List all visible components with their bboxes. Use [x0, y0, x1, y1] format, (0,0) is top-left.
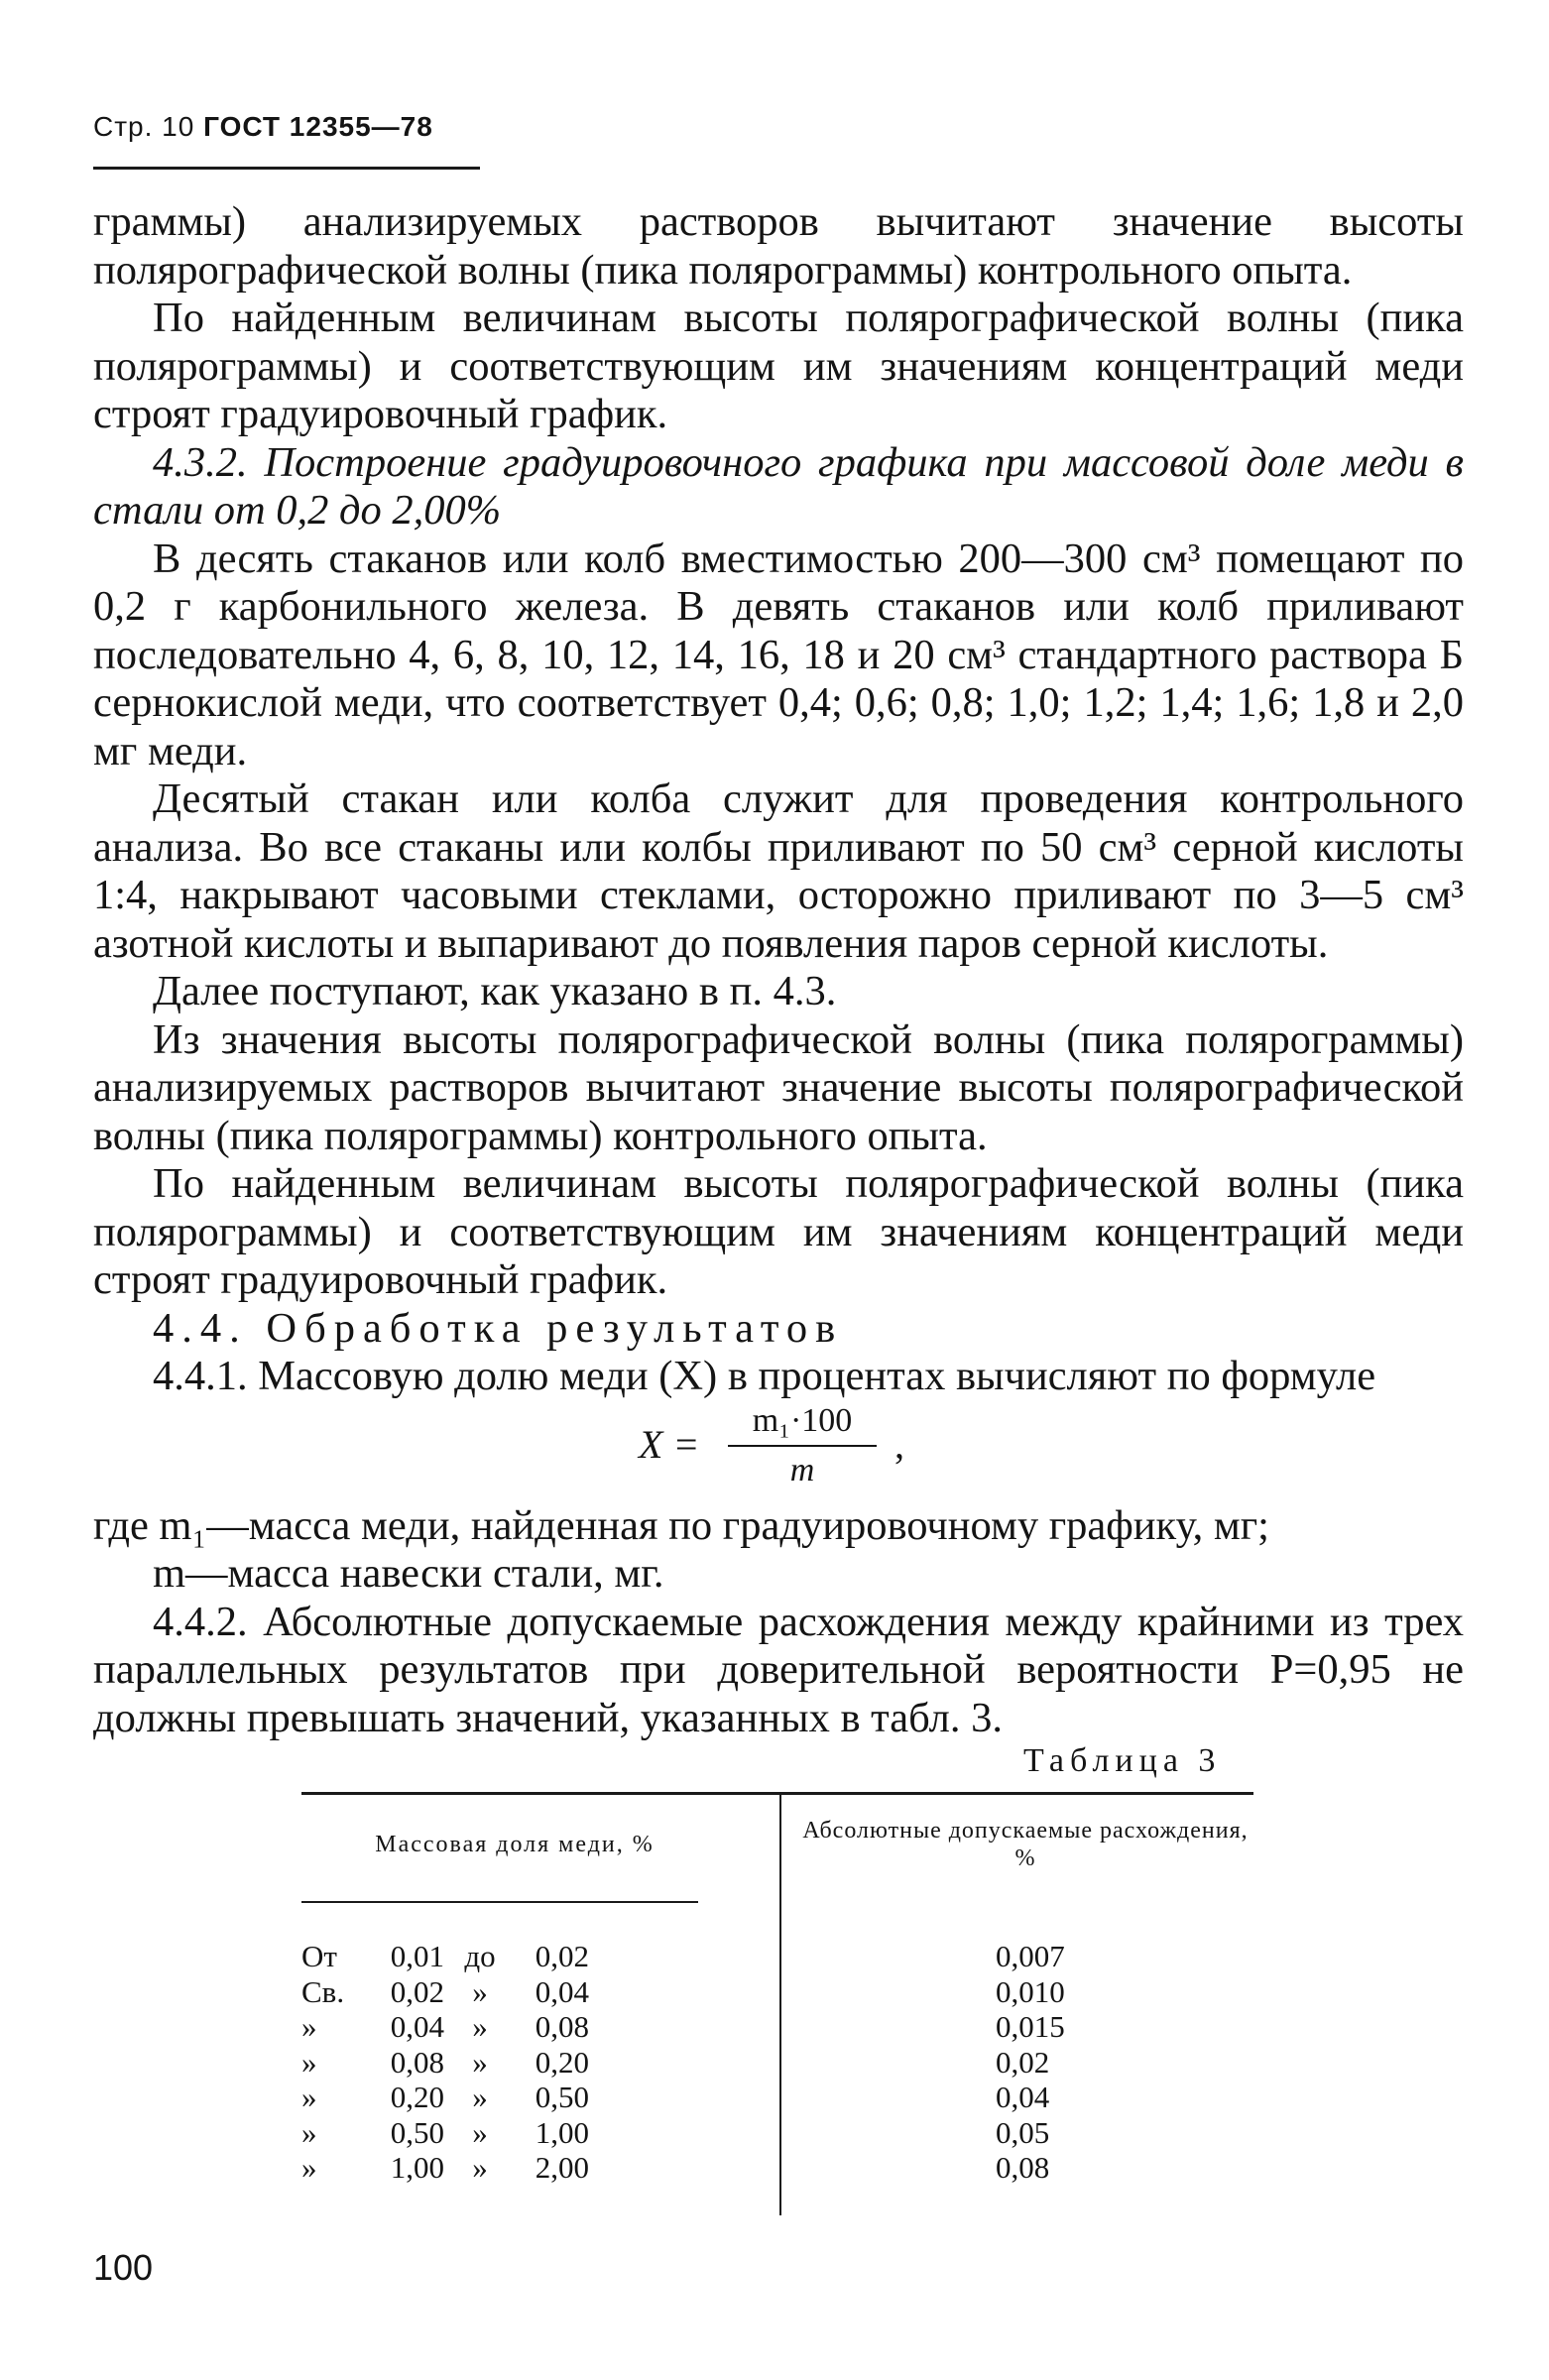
- row-from: 0,01: [390, 1939, 444, 1973]
- table-row: [301, 1974, 1253, 2010]
- row-sep: »: [472, 2080, 488, 2114]
- formula-lhs: X =: [639, 1421, 700, 1467]
- row-to: 0,04: [535, 1973, 589, 2009]
- row-value: 0,04: [996, 2080, 1050, 2114]
- table-row: [301, 2045, 1253, 2081]
- row-from: 0,50: [390, 2114, 444, 2150]
- row-to: 0,20: [535, 2044, 589, 2080]
- paragraph-6: Далее поступают, как указано в п. 4.3.: [153, 968, 837, 1014]
- row-value: 0,02: [996, 2044, 1050, 2080]
- row-from: 0,20: [390, 2080, 444, 2114]
- row-prefix: »: [301, 2080, 317, 2114]
- table-header-tolerance: Абсолютные допускаемые расхождения, %: [802, 1818, 1249, 1871]
- row-from: 0,08: [390, 2044, 444, 2080]
- row-value: 0,007: [996, 1939, 1065, 1973]
- row-sep: »: [472, 2150, 488, 2185]
- table-header-rule: [301, 1901, 698, 1903]
- table-top-rule: [301, 1792, 1253, 1795]
- row-to: 1,00: [535, 2114, 589, 2150]
- row-sep: »: [472, 2044, 488, 2080]
- paragraph-5: Десятый стакан или колба служит для проведения контрольного анализа. Во все стаканы или колбы приливают по 50 см³ серной кислоты 1:4, накрывают часовыми стеклами, осторожно приливают по 3—5 см³ азотной кислоты и выпаривают до появления паров серной кислоты.: [93, 775, 1464, 967]
- table-caption: Таблица 3: [1023, 1742, 1222, 1779]
- paragraph-2: По найденным величинам высоты полярографической волны (пика полярограммы) и соответствующим им значениям концентраций меди строят градуировочный график.: [93, 295, 1464, 437]
- formula: [93, 1401, 1464, 1502]
- row-value: 0,015: [996, 2009, 1065, 2044]
- row-to: 0,50: [535, 2080, 589, 2114]
- row-from: 0,02: [390, 1973, 444, 2009]
- page-label: Стр. 10: [93, 111, 195, 142]
- formula-fraction: [728, 1401, 877, 1490]
- row-sep: »: [472, 1973, 488, 2009]
- row-from: 1,00: [390, 2150, 444, 2185]
- definition-m: m—масса навески стали, мг.: [153, 1550, 664, 1597]
- row-sep: »: [472, 2114, 488, 2150]
- table-3: [301, 1792, 1253, 2215]
- paragraph-10: 4.4.1. Массовую долю меди (X) в процентах вычисляют по формуле: [153, 1353, 1376, 1399]
- header-rule: [93, 167, 480, 170]
- fraction-bar: [728, 1445, 877, 1447]
- table-row: [301, 2150, 1253, 2186]
- body-text: [93, 198, 1464, 1742]
- row-prefix: »: [301, 2044, 317, 2080]
- row-prefix: »: [301, 2150, 317, 2185]
- row-to: 0,08: [535, 2009, 589, 2044]
- row-value: 0,05: [996, 2114, 1050, 2150]
- table-header-mass-fraction: Массовая доля меди, %: [375, 1832, 655, 1857]
- formula-numerator: m₁·100: [752, 1401, 853, 1439]
- row-value: 0,010: [996, 1973, 1065, 2009]
- table-row: [301, 2115, 1253, 2151]
- subsection-heading-4-3-2: 4.3.2. Построение градуировочного графика при массовой доле меди в стали от 0,2 до 2,00%: [93, 438, 1464, 534]
- row-prefix: От: [301, 1939, 337, 1973]
- row-to: 2,00: [535, 2150, 589, 2185]
- section-heading-4-4: 4.4. Обработка результатов: [153, 1304, 844, 1352]
- paragraph-4: В десять стаканов или колб вместимостью 200—300 см³ помещают по 0,2 г карбонильного железа. В девять стаканов или колб приливают последовательно 4, 6, 8, 10, 12, 14, 16, 18 и 20 см³ стандартного раствора Б сернокислой меди, что соответствует 0,4; 0,6; 0,8; 1,0; 1,2; 1,4; 1,6; 1,8 и 2,0 мг меди.: [93, 535, 1464, 774]
- row-sep: »: [472, 2009, 488, 2044]
- row-value: 0,08: [996, 2150, 1050, 2185]
- row-prefix: »: [301, 2009, 317, 2044]
- row-prefix: »: [301, 2114, 317, 2150]
- definition-m1: где m₁—масса меди, найденная по градуировочному графику, мг;: [93, 1501, 1269, 1549]
- table-rows: [301, 1939, 1253, 2186]
- page-number: 100: [93, 2247, 154, 2288]
- formula-denominator: m: [789, 1451, 815, 1488]
- page-header: [93, 111, 433, 143]
- table-row: [301, 2009, 1253, 2045]
- table-row: [301, 2080, 1253, 2115]
- row-sep: до: [464, 1939, 496, 1973]
- row-prefix: Св.: [301, 1973, 345, 2009]
- paragraph-1: граммы) анализируемых растворов вычитают значение высоты полярографической волны (пика полярограммы) контрольного опыта.: [93, 198, 1464, 294]
- standard-number: ГОСТ 12355—78: [203, 111, 433, 142]
- row-to: 0,02: [535, 1939, 589, 1973]
- paragraph-11: 4.4.2. Абсолютные допускаемые расхождения между крайними из трех параллельных результатов при доверительной вероятности P=0,95 не должны превышать значений, указанных в табл. 3.: [93, 1598, 1464, 1741]
- paragraph-8: По найденным величинам высоты полярографической волны (пика полярограммы) и соответствующим им значениям концентраций меди строят градуировочный график.: [93, 1160, 1464, 1303]
- row-from: 0,04: [390, 2009, 444, 2044]
- table-row: [301, 1939, 1253, 1974]
- paragraph-7: Из значения высоты полярографической волны (пика полярограммы) анализируемых растворов вычитают значение высоты полярографической волны (пика полярограммы) контрольного опыта.: [93, 1015, 1464, 1159]
- formula-comma: ,: [894, 1421, 904, 1467]
